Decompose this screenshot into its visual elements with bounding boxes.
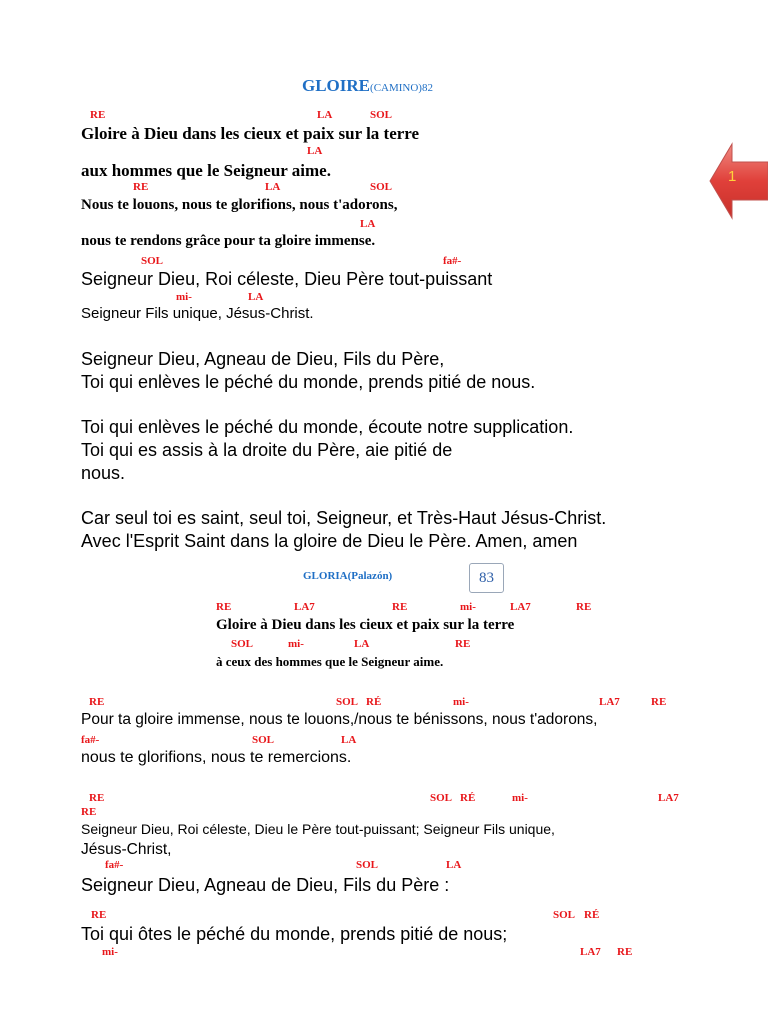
chord: RE (81, 806, 97, 818)
chord: mi- (176, 291, 192, 303)
lyric-line: Nous te louons, nous te glorifions, nous t'adorons, (81, 197, 398, 213)
chord: LA (248, 291, 264, 303)
chord: SOL (231, 638, 254, 650)
chord: SOL (553, 909, 576, 921)
chord: SOL (370, 109, 393, 121)
lyric-line: Gloire à Dieu dans les cieux et paix sur la terre (216, 617, 515, 633)
chord: RE (89, 792, 105, 804)
chord: LA7 (510, 601, 531, 613)
chord: SOL (370, 181, 393, 193)
chord: RE (455, 638, 471, 650)
chord: fa#- (443, 255, 462, 267)
lyric-line: nous te glorifions, nous te remercions. (81, 749, 352, 766)
chord: mi- (460, 601, 476, 613)
chord: RÉ (460, 792, 476, 804)
chord: LA7 (294, 601, 315, 613)
lyric-line: Seigneur Dieu, Agneau de Dieu, Fils du Père, (81, 349, 445, 369)
chord: LA (317, 109, 333, 121)
song1-subtitle: (CAMINO)82 (370, 82, 433, 94)
chord: LA7 (580, 946, 601, 958)
chord: mi- (453, 696, 469, 708)
chord: LA (265, 181, 281, 193)
lyric-line: Seigneur Dieu, Agneau de Dieu, Fils du Père : (81, 875, 450, 895)
lyric-line: aux hommes que le Seigneur aime. (81, 161, 331, 180)
lyric-line: Seigneur Fils unique, Jésus-Christ. (81, 305, 314, 322)
nav-button-label: 1 (728, 168, 737, 185)
lyric-line: Toi qui ôtes le péché du monde, prends pitié de nous; (81, 924, 508, 944)
chord: mi- (288, 638, 304, 650)
back-arrow-button[interactable] (708, 142, 768, 220)
lyric-line: Gloire à Dieu dans les cieux et paix sur la terre (81, 124, 420, 143)
lyric-line: nous. (81, 463, 126, 483)
song1-title: GLOIRE (302, 76, 371, 95)
page-number: 83 (479, 570, 494, 586)
lyric-line: Toi qui enlèves le péché du monde, prends pitié de nous. (81, 372, 536, 392)
lyric-line: Toi qui enlèves le péché du monde, écoute notre supplication. (81, 417, 574, 437)
chord: SOL (430, 792, 453, 804)
chord: RE (133, 181, 149, 193)
lyric-line: Jésus-Christ, (81, 841, 172, 858)
chord: mi- (102, 946, 118, 958)
chord: LA (354, 638, 370, 650)
chord: SOL (336, 696, 359, 708)
lyric-line: Toi qui es assis à la droite du Père, aie pitié de (81, 440, 453, 460)
chord: LA (446, 859, 462, 871)
chord: LA7 (658, 792, 679, 804)
lyric-line: Pour ta gloire immense, nous te louons,/nous te bénissons, nous t'adorons, (81, 711, 598, 728)
chord: RE (651, 696, 667, 708)
song1-title-block (302, 76, 433, 96)
lyric-line: Seigneur Dieu, Roi céleste, Dieu Père tout-puissant (81, 269, 493, 289)
lyric-line: Seigneur Dieu, Roi céleste, Dieu le Père tout-puissant; Seigneur Fils unique, (81, 821, 555, 837)
chord: RE (216, 601, 232, 613)
chord: RE (576, 601, 592, 613)
chord: RE (91, 909, 107, 921)
chord: LA (341, 734, 357, 746)
chord: RE (90, 109, 106, 121)
chord: SOL (141, 255, 164, 267)
chord: RE (89, 696, 105, 708)
chord: LA7 (599, 696, 620, 708)
lyric-line: nous te rendons grâce pour ta gloire immense. (81, 233, 376, 249)
song2-title: GLORIA(Palazón) (303, 570, 393, 582)
chord: RÉ (366, 696, 382, 708)
left-arrow-icon (708, 142, 768, 220)
page-number-box (469, 563, 504, 593)
chord: SOL (356, 859, 379, 871)
chord: SOL (252, 734, 275, 746)
chord: LA (307, 145, 323, 157)
chord: RE (617, 946, 633, 958)
chord: RÉ (584, 909, 600, 921)
lyric-line: Avec l'Esprit Saint dans la gloire de Dieu le Père. Amen, amen (81, 531, 578, 551)
chord: fa#- (81, 734, 100, 746)
chord: mi- (512, 792, 528, 804)
chord: LA (360, 218, 376, 230)
lyric-line: Car seul toi es saint, seul toi, Seigneur, et Très-Haut Jésus-Christ. (81, 508, 607, 528)
chord: RE (392, 601, 408, 613)
lyric-line: à ceux des hommes que le Seigneur aime. (216, 654, 444, 669)
chord: fa#- (105, 859, 124, 871)
